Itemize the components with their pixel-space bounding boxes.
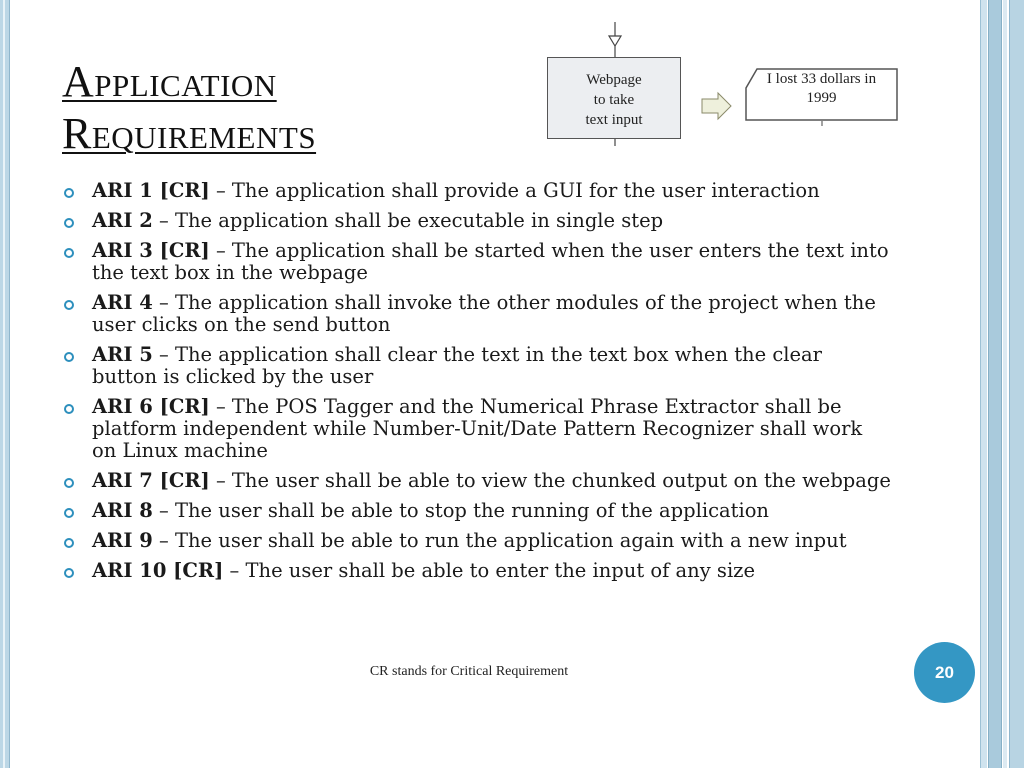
requirement-id: ARI 8 [92,499,153,522]
requirement-item [62,530,892,552]
requirement-item [62,396,892,462]
requirement-id: ARI 3 [CR] [92,239,210,262]
down-arrow-icon [609,36,621,46]
input-box-line: to take [593,92,635,108]
requirement-item [62,560,892,582]
right-decorative-stripes [980,0,1024,768]
bullet-icon [64,188,74,198]
requirement-item [62,500,892,522]
right-arrow-icon [702,93,731,119]
requirement-id: ARI 5 [92,343,153,366]
bullet-icon [64,404,74,414]
slide-title [62,56,482,160]
requirement-text: – The application shall invoke the other modules of the project when the user clicks on the send button [92,291,876,336]
footnote: CR stands for Critical Requirement [369,664,569,679]
webpage-input-box [547,57,681,139]
requirement-id: ARI 9 [92,529,153,552]
requirement-id: ARI 6 [CR] [92,395,210,418]
bullet-icon [64,300,74,310]
requirement-text: – The user shall be able to run the application again with a new input [152,529,847,552]
bullet-icon [64,218,74,228]
requirement-id: ARI 10 [CR] [92,559,224,582]
requirement-text: – The POS Tagger and the Numerical Phrase Extractor shall be platform independent while Number-Unit/Date Pattern Recognizer shall work on Linux machine [92,395,863,462]
bullet-icon [64,248,74,258]
input-box-line: Webpage [586,72,642,88]
requirements-list [62,180,892,590]
requirement-text: – The user shall be able to enter the input of any size [223,559,755,582]
requirement-text: – The application shall be started when the user enters the text into the text box in the webpage [92,239,889,284]
flow-diagram [540,20,910,150]
requirement-id: ARI 4 [92,291,153,314]
text-output-box [745,68,898,121]
requirement-text: – The user shall be able to stop the running of the application [152,499,769,522]
bullet-icon [64,508,74,518]
requirement-item [62,210,892,232]
requirement-id: ARI 2 [92,209,153,232]
output-box-line: 1999 [806,90,837,106]
bullet-icon [64,568,74,578]
slide-title-line1: Application [62,57,277,106]
requirement-item [62,470,892,492]
requirement-item [62,180,892,202]
requirement-item [62,292,892,336]
requirement-text: – The application shall be executable in single step [152,209,664,232]
requirement-id: ARI 1 [CR] [92,179,210,202]
bullet-icon [64,538,74,548]
bullet-icon [64,352,74,362]
input-box-line: text input [585,112,643,128]
page-number-badge: 20 [914,642,975,703]
requirement-id: ARI 7 [CR] [92,469,210,492]
requirement-item [62,344,892,388]
requirement-text: – The application shall provide a GUI for the user interaction [209,179,820,202]
left-decorative-stripe [0,0,10,768]
output-box-line: I lost 33 dollars in [766,71,877,87]
slide-title-line2: Requirements [62,109,317,158]
requirement-text: – The application shall clear the text in the text box when the clear button is clicked by the user [92,343,822,388]
requirement-text: – The user shall be able to view the chunked output on the webpage [209,469,891,492]
requirement-item [62,240,892,284]
bullet-icon [64,478,74,488]
